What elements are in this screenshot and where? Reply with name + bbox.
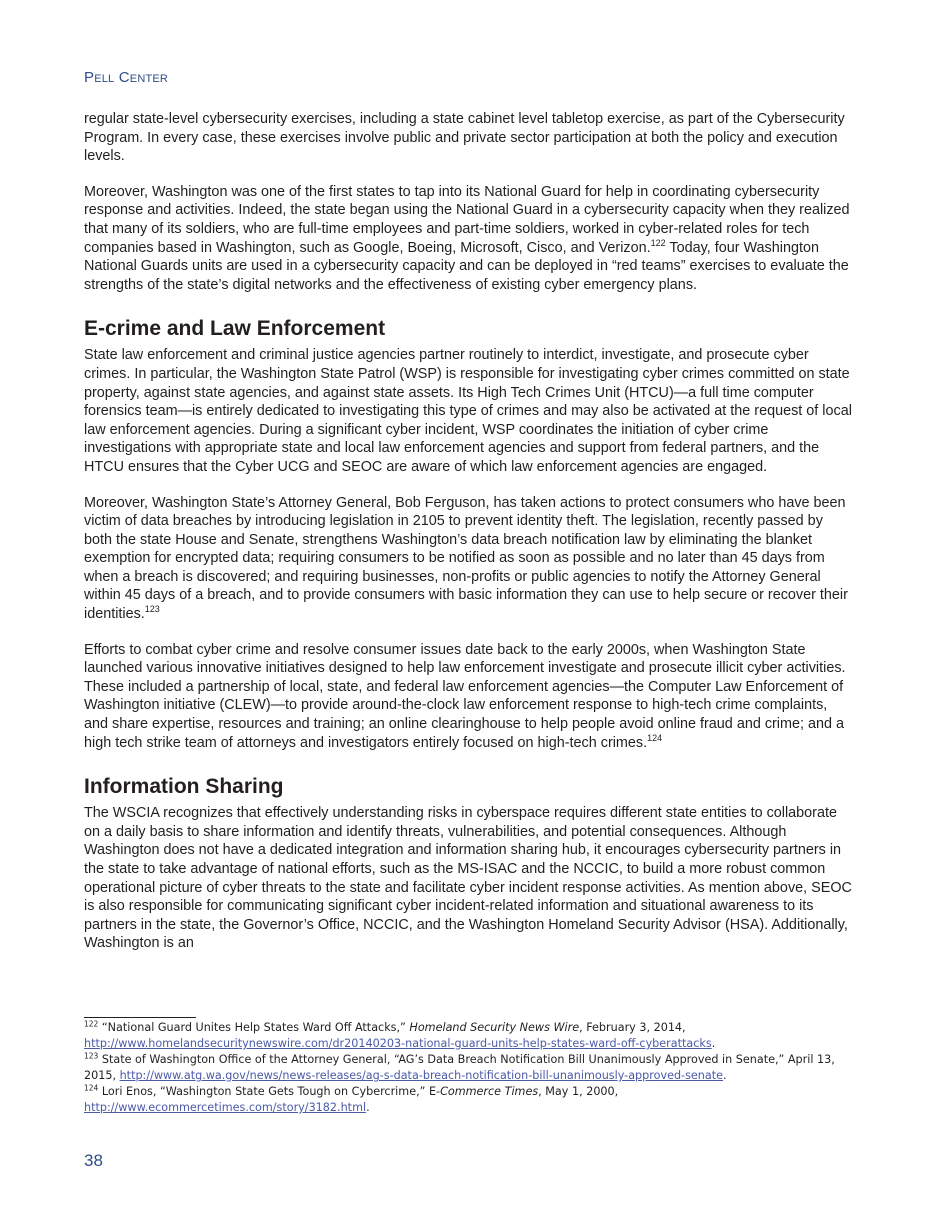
footnote-text: , February 3, 2014, bbox=[579, 1021, 686, 1034]
footnote-link[interactable]: http://www.ecommercetimes.com/story/3182.html bbox=[84, 1101, 367, 1114]
footnote-122 bbox=[84, 1020, 854, 1052]
paragraph-text: Efforts to combat cyber crime and resolve consumer issues date back to the early 2000s, when Washington State launched various innovative initiatives designed to help law enforcement investigate and prosecute illicit cyber activities. These included a partnership of local, state, and federal law enforcement agencies—the Computer Law Enforcement of Washington initiative (CLEW)—to provide around-the-clock law enforcement response to high-tech crime complaints, and share expertise, resources and training; an online clearinghouse to help people avoid online fraud and crime; and a high tech strike team of attorneys and investigators entirely focused on high-tech crimes. bbox=[84, 641, 846, 751]
paragraph-exercises: regular state-level cybersecurity exercises, including a state cabinet level tabletop exercise, as part of the Cybersecurity Program. In every case, these exercises involve public and private sector participation at both the policy and execution levels. bbox=[84, 111, 845, 165]
footnote-text: “National Guard Unites Help States Ward Off Attacks,” bbox=[98, 1021, 410, 1034]
footnote-text: . bbox=[711, 1037, 716, 1050]
footnote-text: Lori Enos, “Washington State Gets Tough on Cybercrime,” E- bbox=[98, 1085, 441, 1098]
footnote-ref-122[interactable]: 122 bbox=[650, 237, 666, 248]
footnote-link[interactable]: http://www.homelandsecuritynewswire.com/dr20140203-national-guard-units-help-states-ward-off-cyberattacks bbox=[84, 1037, 712, 1050]
footnote-publication: Commerce Times bbox=[440, 1085, 539, 1098]
heading-ecrime: E-crime and Law Enforcement bbox=[84, 317, 386, 341]
footnote-123 bbox=[84, 1052, 854, 1084]
footnote-124 bbox=[84, 1084, 854, 1116]
footnote-number: 123 bbox=[84, 1051, 99, 1061]
paragraph-information-sharing: The WSCIA recognizes that effectively understanding risks in cyberspace requires different state entities to collaborate on a daily basis to share information and identify threats, vulnerabilities, and potential consequences. Although Washington does not have a dedicated integration and information sharing hub, it encourages cybersecurity partners in the state to take advantage of national efforts, such as the MS-ISAC and the NCCIC, to build a more robust common operational picture of cyber threats to the state and facilitate cyber incident response activities. As mention above, SEOC is also responsible for communicating significant cyber incident-related information and situational awareness to its partners in the state, the Governor’s Office, NCCIC, and the Washington Homeland Security Advisor (HSA). Additionally, Washington is an bbox=[84, 805, 852, 952]
footnote-number: 124 bbox=[84, 1083, 99, 1093]
footnote-text: State of Washington Office of the Attorney General, “AG’s Data Breach Notification Bill Unanimously Approved in Senate,” April 13, 2015, bbox=[84, 1053, 835, 1082]
running-head: Pell Center bbox=[84, 69, 169, 86]
footnote-ref-123[interactable]: 123 bbox=[144, 604, 160, 615]
footnote-ref-124[interactable]: 124 bbox=[647, 732, 663, 743]
footnote-publication: Homeland Security News Wire bbox=[409, 1021, 580, 1034]
footnote-text: . bbox=[723, 1069, 727, 1082]
paragraph-law-enforcement: State law enforcement and criminal justice agencies partner routinely to interdict, investigate, and prosecute cyber crimes. In particular, the Washington State Patrol (WSP) is responsible for investigating cyber crimes committed on state property, against state agencies, and against state assets. Its High Tech Crimes Unit (HTCU)—a full time computer forensics team—is entirely dedicated to investigating this type of crimes and may also be activated at the request of local law enforcement agencies. During a significant cyber incident, WSP coordinates the initiation of cyber crime investigations with appropriate state and local law enforcement agencies and support from federal partners, and the HTCU ensures that the Cyber UCG and SEOC are aware of which law enforcement agencies are engaged. bbox=[84, 347, 852, 475]
footnotes bbox=[84, 1020, 854, 1116]
paragraph-national-guard bbox=[84, 183, 854, 295]
heading-information-sharing: Information Sharing bbox=[84, 775, 284, 799]
main-content bbox=[84, 110, 854, 970]
page-number: 38 bbox=[84, 1151, 103, 1170]
paragraph-cyber-crime-efforts bbox=[84, 641, 854, 753]
paragraph-text: Today, four Washington National Guards units are used in a cybersecurity capacity and can be deployed in “red teams” exercises to evaluate the strengths of the state’s digital networks and the effectiveness of existing cyber emergency plans. bbox=[84, 239, 849, 293]
footnote-text: . bbox=[366, 1101, 370, 1114]
footnote-number: 122 bbox=[84, 1019, 99, 1029]
footnote-text: , May 1, 2000, bbox=[538, 1085, 619, 1098]
paragraph-text: Moreover, Washington State’s Attorney General, Bob Ferguson, has taken actions to protect consumers who have been victim of data breaches by introducing legislation in 2105 to prevent identity theft. The legislation, recently passed by both the state House and Senate, strengthens Washington’s data breach notification law by eliminating the blanket exemption for encrypted data; requiring consumers to be notified as soon as possible and no later than 45 days from when a breach is discovered; and requiring businesses, non-profits or public agencies to notify the Attorney General within 45 days of a breach, and to provide consumers with basic information they can use to help secure or recover their identities. bbox=[84, 494, 848, 623]
footnote-link[interactable]: http://www.atg.wa.gov/news/news-releases/ag-s-data-breach-notification-bill-unanimously-approved-senate bbox=[119, 1069, 724, 1082]
footnote-divider bbox=[84, 1017, 196, 1018]
paragraph-attorney-general bbox=[84, 494, 854, 624]
paragraph-text: Moreover, Washington was one of the first states to tap into its National Guard for help in coordinating cybersecurity response and activities. Indeed, the state began using the National Guard in a cybersecurity capacity when they realized that many of its soldiers, who are full-time employees and part-time soldiers, worked in cyber-related roles for tech companies based in Washington, such as Google, Boeing, Microsoft, Cisco, and Verizon. bbox=[84, 183, 850, 256]
